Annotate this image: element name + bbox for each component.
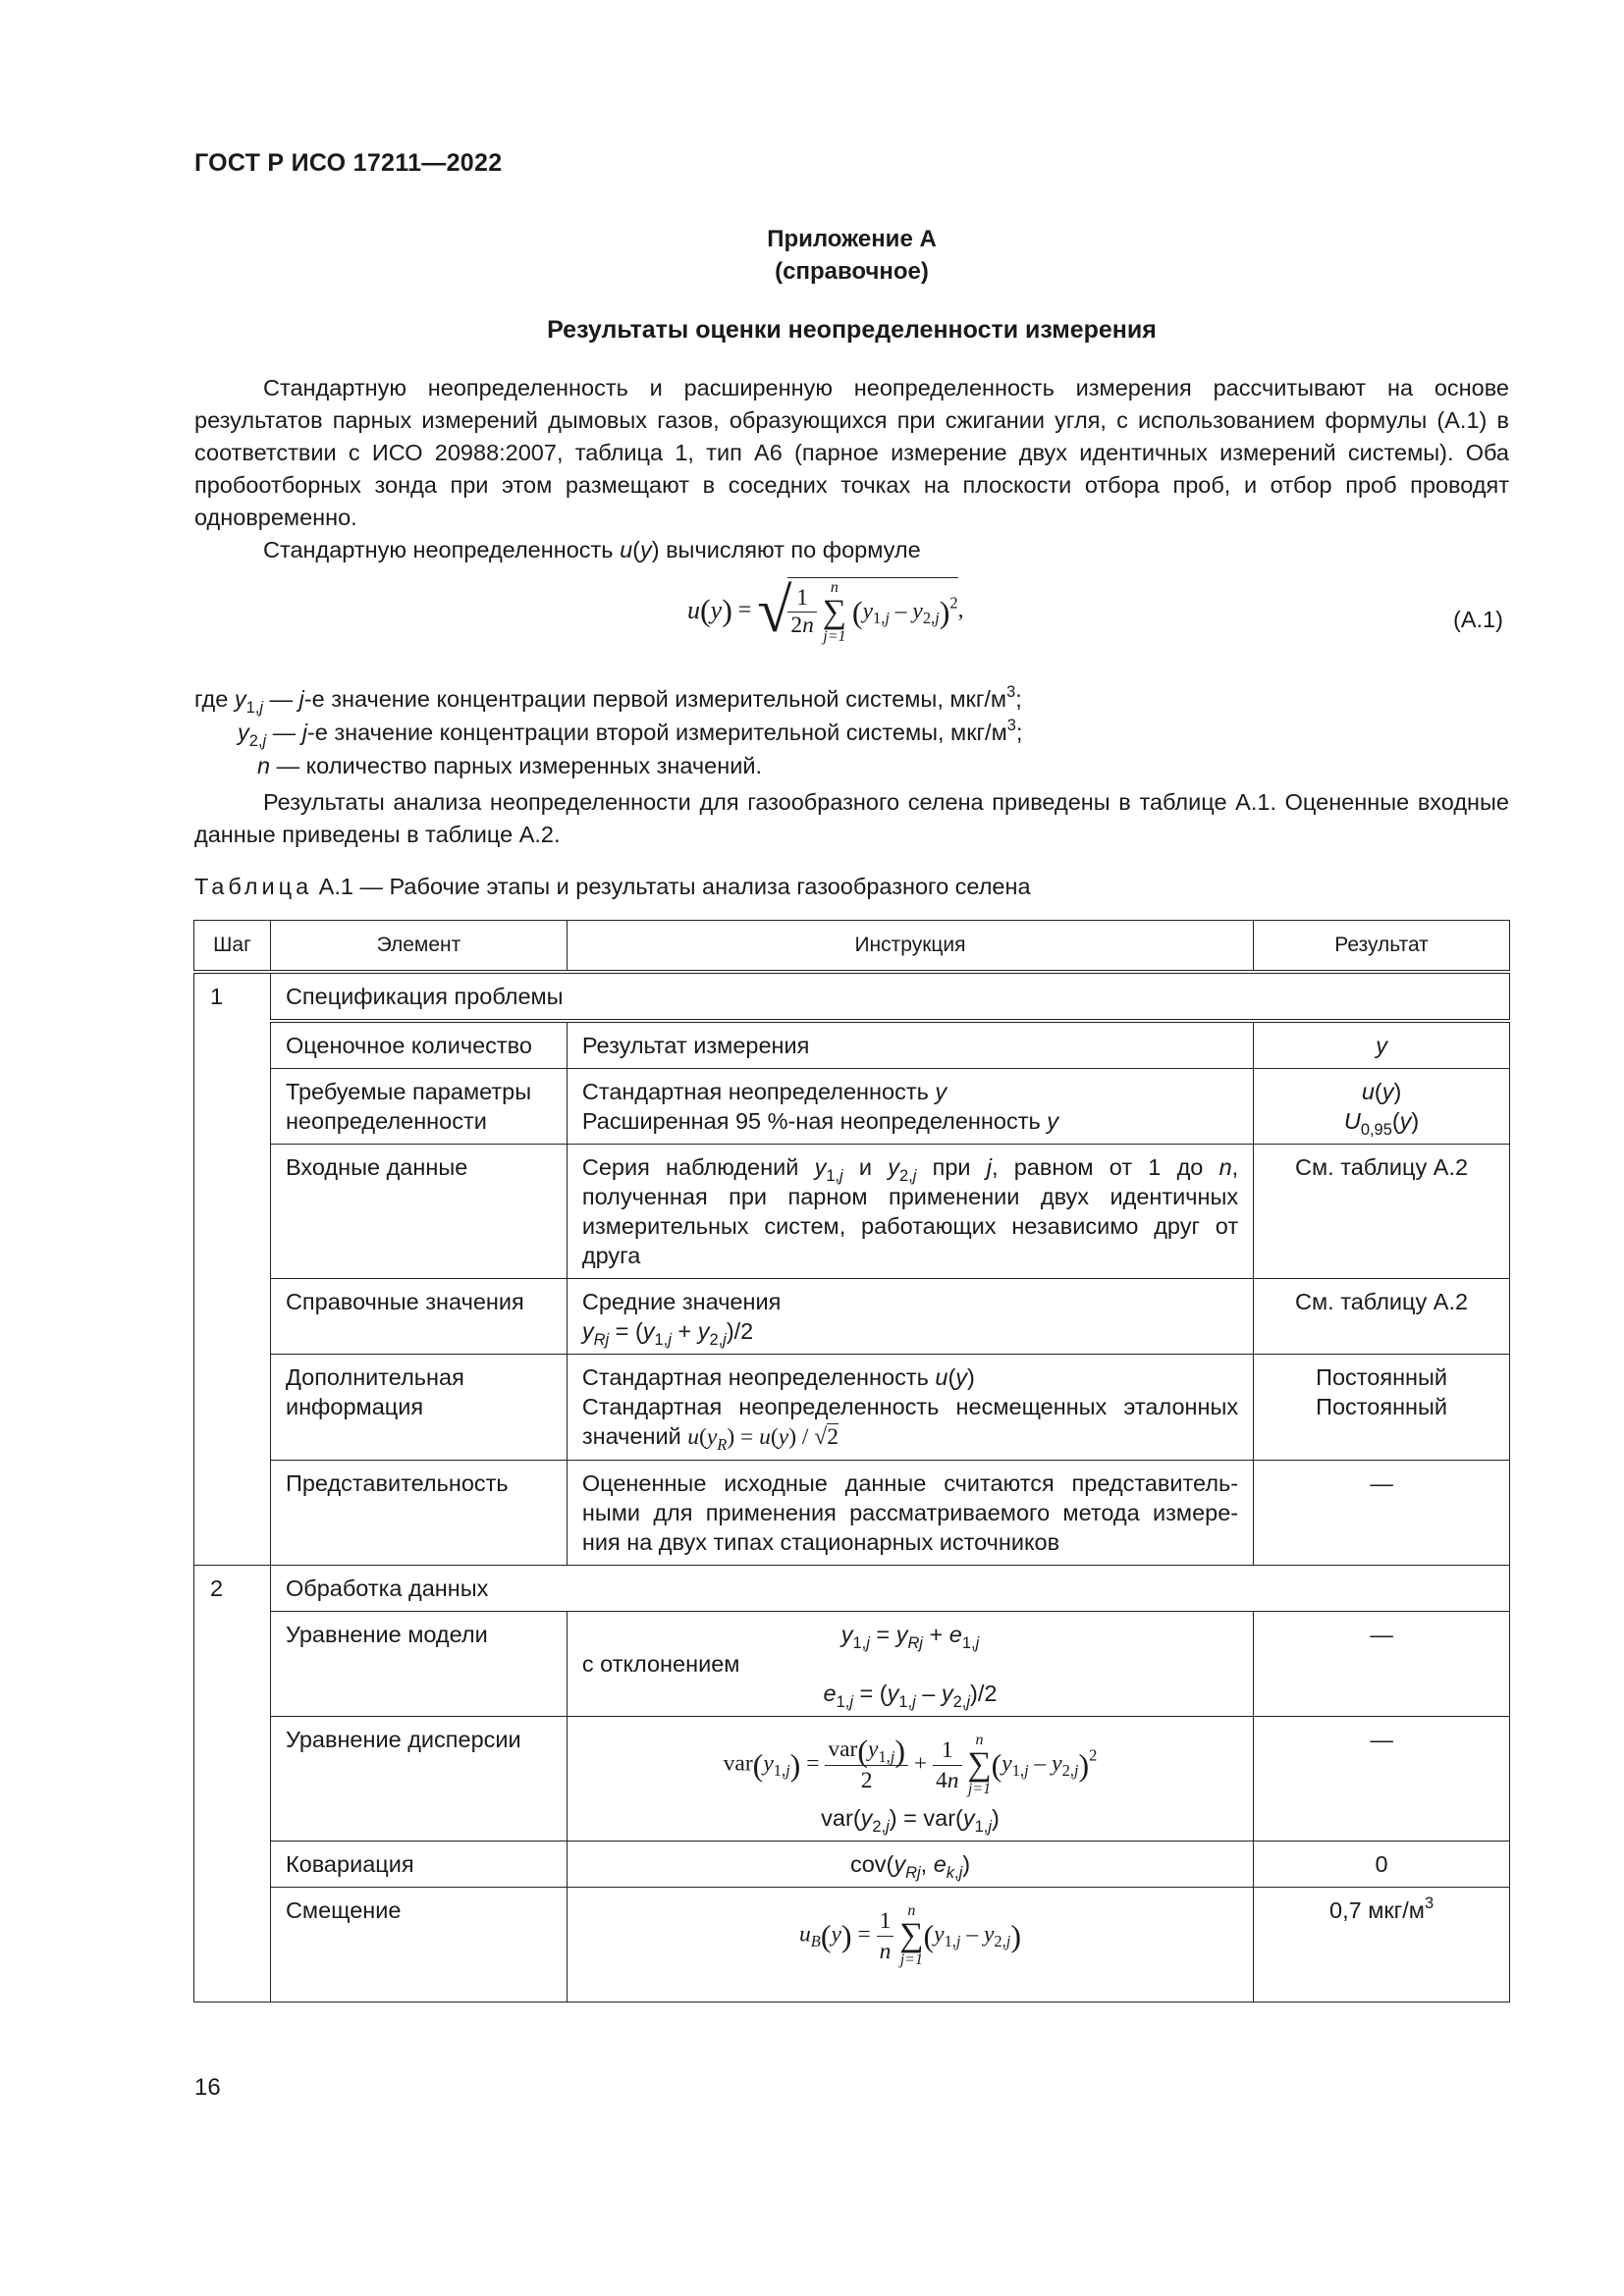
where-line-1: где $y_{1,j}$ — j-е значение концентрации первой измерительной системы, мкг/$м^3$; — [194, 683, 1022, 717]
table-row — [194, 1717, 1510, 1842]
table-row — [194, 1021, 1510, 1069]
cell-result: См. таблицу А.2 — [1254, 1145, 1510, 1279]
cell-element: Смещение — [270, 1888, 567, 2002]
table-header-row — [194, 921, 1510, 973]
col-header-element: Элемент — [270, 921, 567, 973]
cell-result: u(y) $U_{0,95}(y)$ — [1254, 1069, 1510, 1145]
cell-instruction: $y_{1,j} = y_{Rj} + e_{1,j}$ с отклонением $e_{1,j} = (y_{1,j} - y_{2,j})/2$ — [567, 1612, 1253, 1717]
cell-element: Справочные значения — [270, 1279, 567, 1355]
step-title: Спецификация проблемы — [270, 972, 1509, 1021]
cell-instruction: Серия наблюдений $y_{1,j}$ и $y_{2,j}$ при j, равном от 1 до n, полученная при парном применении двух идентичных измерительных систем, работающих независимо друг от друга — [567, 1145, 1253, 1279]
table-row — [194, 1355, 1510, 1461]
cell-result: Постоянный Постоянный — [1254, 1355, 1510, 1461]
page-number: 16 — [194, 2074, 221, 2101]
step-number: 2 — [194, 1566, 271, 1612]
document-header: ГОСТ Р ИСО 17211—2022 — [194, 149, 503, 177]
table-row — [194, 1566, 1510, 1612]
step-number: 1 — [194, 972, 271, 1021]
cell-instruction: $cov(y_{Rj}$, $e_{k,j}$) — [567, 1842, 1253, 1888]
table-row — [194, 1069, 1510, 1145]
step-title: Обработка данных — [270, 1566, 1509, 1612]
cell-result: y — [1254, 1021, 1510, 1069]
cell-result: — — [1254, 1612, 1510, 1717]
cell-instruction: Оцененные исходные данные считаются представитель-ными для применения рассматриваемого метода измере-ния на двух типах стационарных источников — [567, 1461, 1253, 1566]
formula-number: (А.1) — [1453, 607, 1503, 632]
col-header-step: Шаг — [194, 921, 271, 973]
formula-a1: u(y) = √ $\frac{1}{2n}$ n ∑ j=1 $(y_{1,j} - y_{2,j})^2$, — [687, 575, 964, 645]
cell-result: 0 — [1254, 1842, 1510, 1888]
cell-result: См. таблицу А.2 — [1254, 1279, 1510, 1355]
table-row — [194, 1279, 1510, 1355]
paragraph-2: Стандартную неопределенность u(y) вычисляют по формуле — [263, 537, 921, 562]
cell-instruction: Средние значения $y_{Rj} = (y_{1,j} + y_{2,j})/2$ — [567, 1279, 1253, 1355]
cell-element: Дополнительная информация — [270, 1355, 567, 1461]
appendix-subtitle: (справочное) — [775, 258, 929, 285]
table-row — [194, 1612, 1510, 1717]
section-title: Результаты оценки неопределенности измерения — [547, 316, 1157, 344]
cell-instruction: Стандартная неопределенность u(y) Стандартная неопределенность несмещенных эталонных значений $u(y_R) = u(y) / √2$ — [567, 1355, 1253, 1461]
cell-element: Входные данные — [270, 1145, 567, 1279]
cell-element: Ковариация — [270, 1842, 567, 1888]
cell-instruction: Стандартная неопределенность y Расширенная 95 %-ная неопределенность y — [567, 1069, 1253, 1145]
cell-instruction: $var(y_{1,j})$ = $var(y_{1,j})$ 2 + $\frac{1}{4n}$ n ∑ j=1 $(y_{1,j} - y_{2,j})^2$ $var(y_{2,j}) = var(y_{1,j})$ — [567, 1717, 1253, 1842]
cell-element: Оценочное количество — [270, 1021, 567, 1069]
cell-element: Уравнение модели — [270, 1612, 567, 1717]
cell-element: Уравнение дисперсии — [270, 1717, 567, 1842]
cell-result: 0,7 мкг/$м^3$ — [1254, 1888, 1510, 2002]
table-row — [194, 1888, 1510, 2002]
table-row — [194, 1842, 1510, 1888]
where-line-2: $y_{2,j}$ — j-е значение концентрации второй измерительной системы, мкг/$м^3$; — [238, 717, 1023, 750]
cell-element: Представительность — [270, 1461, 567, 1566]
table-row — [194, 1145, 1510, 1279]
cell-result: — — [1254, 1717, 1510, 1842]
col-header-instruction: Инструкция — [567, 921, 1253, 973]
col-header-result: Результат — [1254, 921, 1510, 973]
table-row — [194, 1461, 1510, 1566]
where-line-3: n — количество парных измеренных значений. — [257, 753, 763, 778]
paragraph-3: Результаты анализа неопределенности для газообразного селена приведены в таблице А.1. Оцененные входные данные приведены в таблице А.2. — [194, 789, 1509, 847]
table-a1 — [193, 920, 1510, 2002]
paragraph-1: Стандартную неопределенность и расширенную неопределенность измерения рассчитывают на основе результатов парных измерений дымовых газов, образующихся при сжигании угля, с использованием формулы (А.1) в соответствии с ИСО 20988:2007, таблица 1, тип А6 (парное измерение двух идентичных измерений системы). Оба пробоотборных зонда при этом размещают в соседних точках на плоскости отбора проб, и отбор проб проводят одновременно. — [194, 375, 1509, 530]
cell-instruction: $u_B(y)$ = $\frac{1}{n}$ n ∑ j=1 $(y_{1,j} - y_{2,j})$ — [567, 1888, 1253, 2002]
cell-instruction: Результат измерения — [567, 1021, 1253, 1069]
appendix-title: Приложение А — [767, 226, 937, 252]
table-row — [194, 972, 1510, 1021]
cell-element: Требуемые параметры неопределенности — [270, 1069, 567, 1145]
cell-result: — — [1254, 1461, 1510, 1566]
table-caption: Таблица А.1 — Рабочие этапы и результаты анализа газообразного селена — [194, 874, 1031, 899]
